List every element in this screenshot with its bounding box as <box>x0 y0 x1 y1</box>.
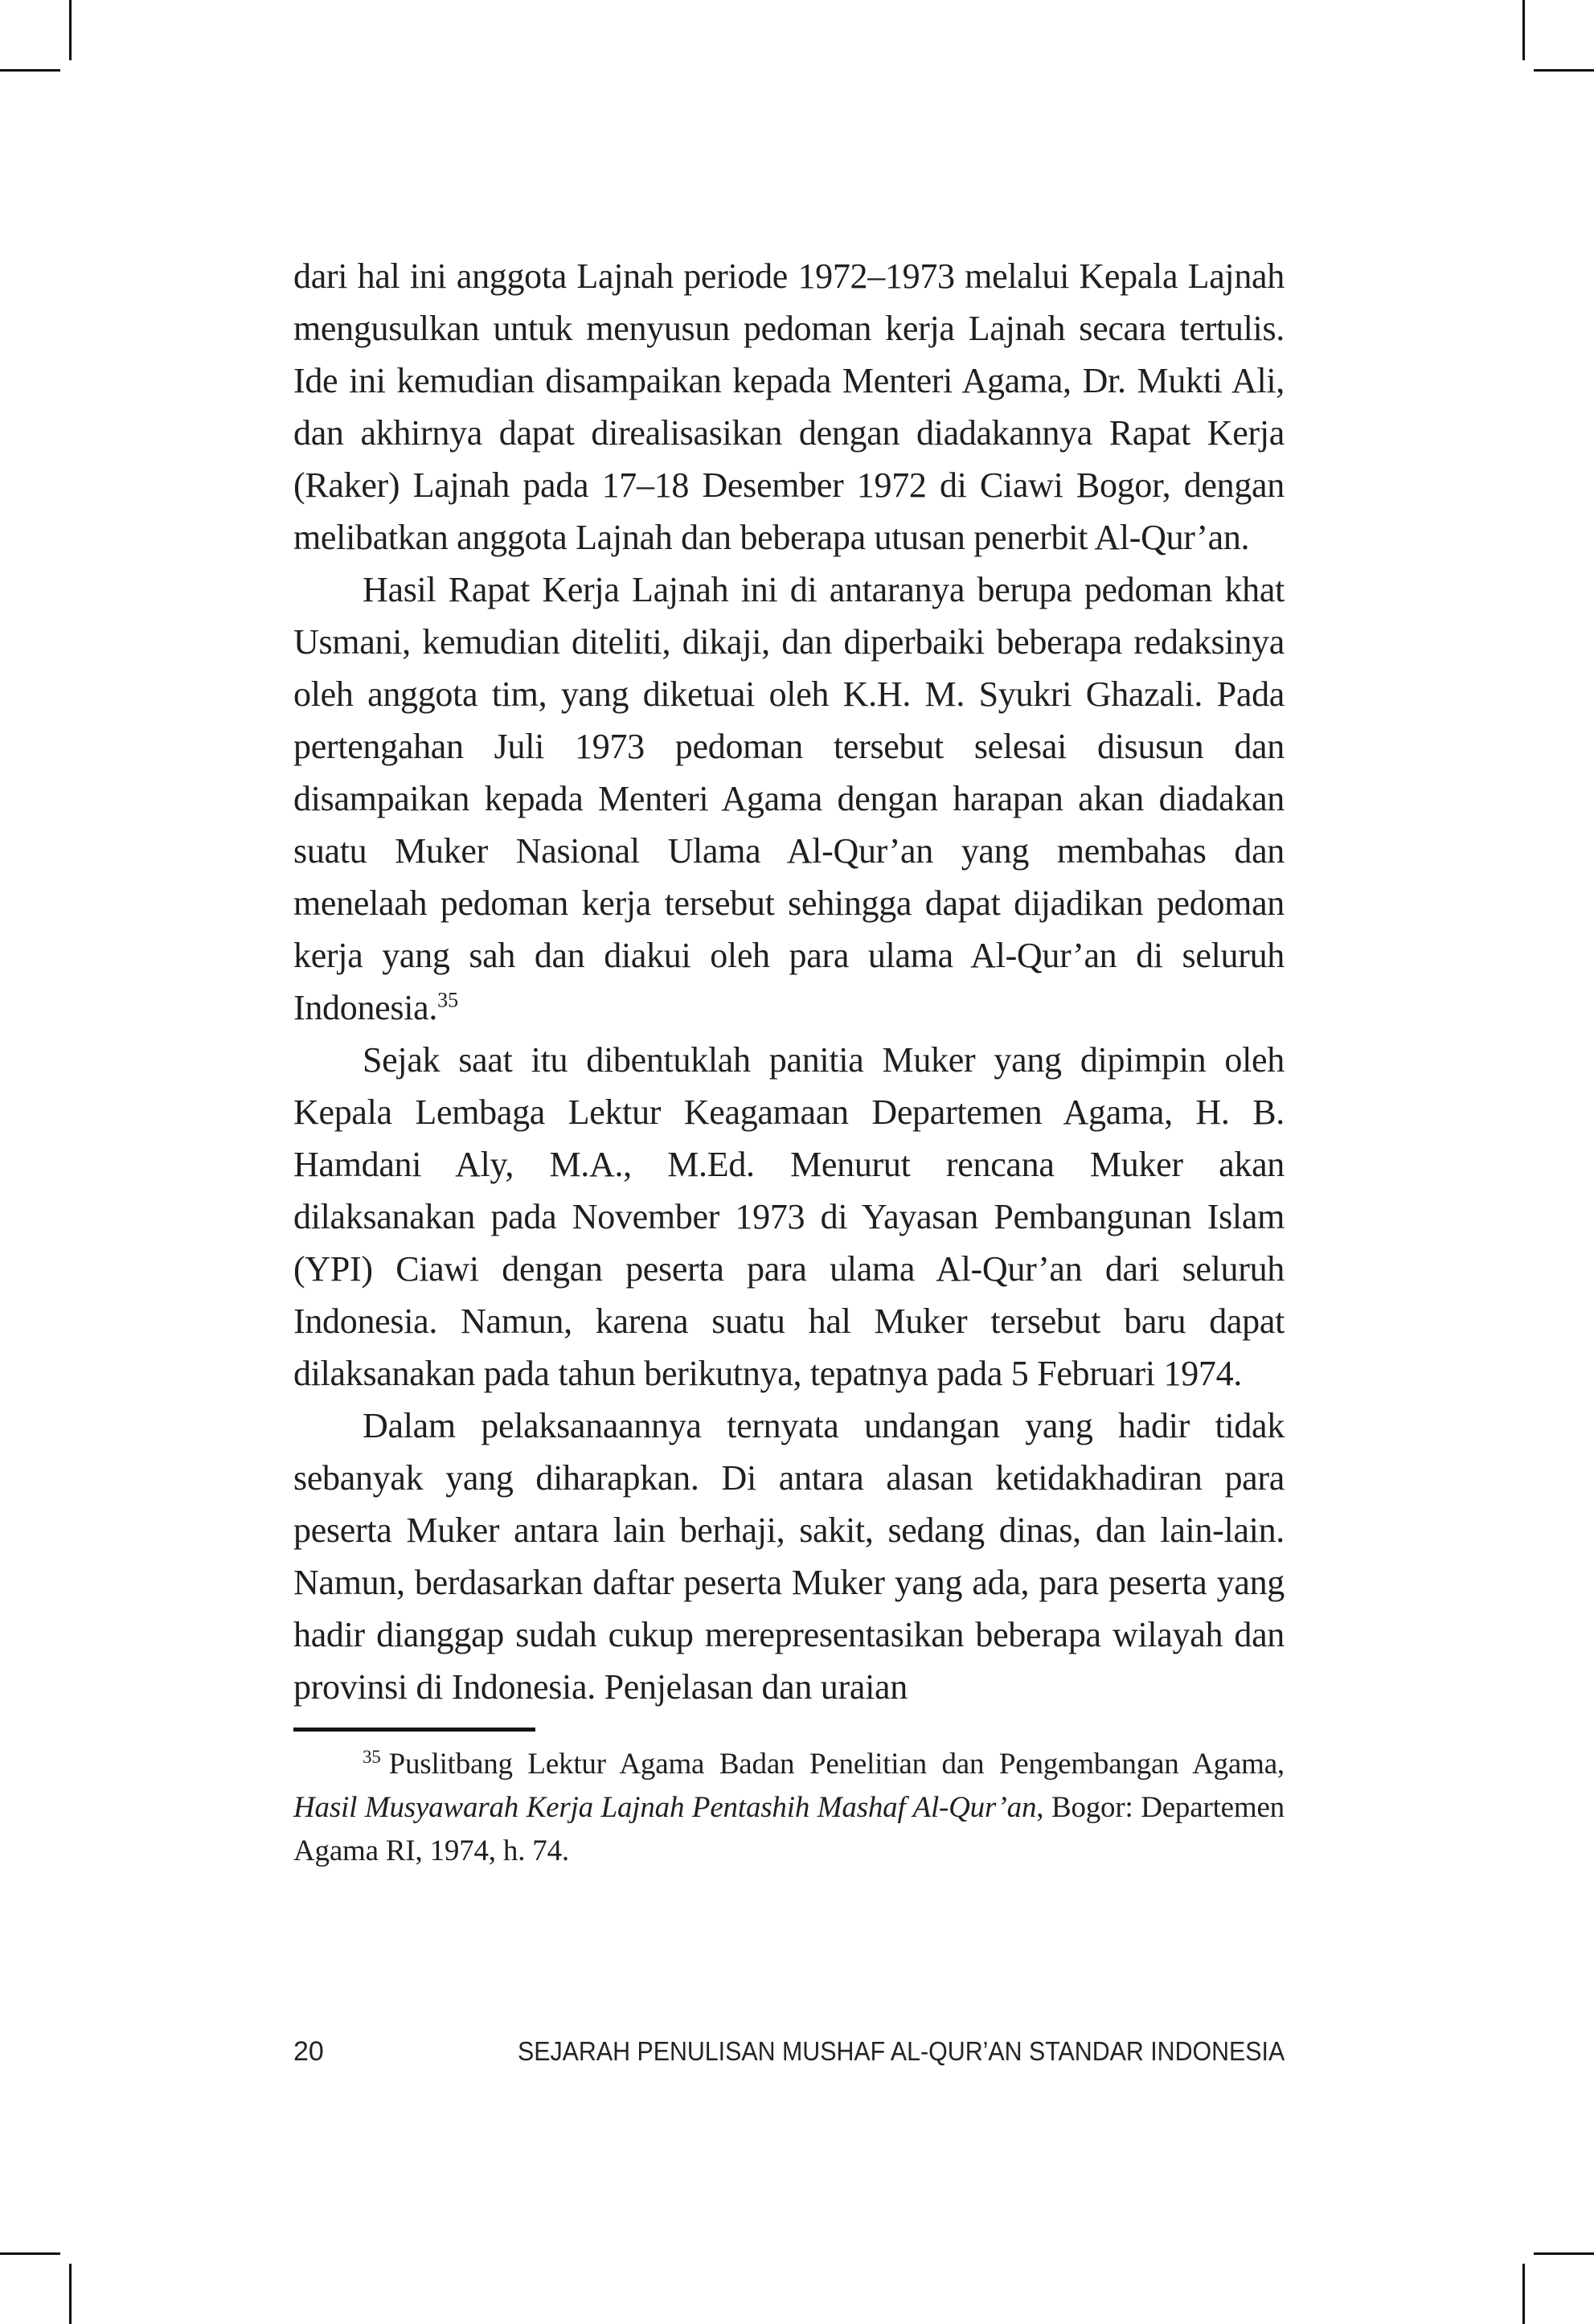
paragraph: Sejak saat itu dibentuklah panitia Muker yang dipimpin oleh Kepala Lembaga Lektur Keagamaan Departemen Agama, H. B. Hamdani Aly, M.A., M.Ed. Menurut rencana Muker akan dilaksanakan pada November 1973 di Yayasan Pembangunan Islam (YPI) Ciawi dengan peserta para ulama Al-Qur’an dari seluruh Indonesia. Namun, karena suatu hal Muker tersebut baru dapat dilaksanakan pada tahun berikutnya, tepatnya pada 5 Februari 1974. <box>293 1040 1285 1393</box>
crop-mark-top-right-horizontal <box>1534 69 1594 72</box>
crop-mark-bottom-left-vertical <box>69 2264 72 2324</box>
footnote-citation-pre: Puslitbang Lektur Agama Badan Penelitian dan Pengembangan Agama, <box>388 1748 1285 1781</box>
footnote-reference: 35 <box>437 988 459 1012</box>
footnote-marker: 35 <box>363 1746 381 1767</box>
footnote-cited-work-title: Hasil Musyawarah Kerja Lajnah Pentashih Mashaf Al-Qur’an <box>293 1791 1037 1824</box>
page-footer <box>293 2037 1285 2066</box>
page-number: 20 <box>293 2036 324 2067</box>
footnote-text <box>293 1743 1285 1873</box>
running-title: SEJARAH PENULISAN MUSHAF AL-QUR’AN STANDAR INDONESIA <box>517 2036 1285 2066</box>
paragraph <box>293 564 1285 1034</box>
crop-mark-bottom-right-horizontal <box>1534 2252 1594 2255</box>
paragraph: Dalam pelaksanaannya ternyata undangan yang hadir tidak sebanyak yang diharapkan. Di antara alasan ketidakhadiran para peserta Muker antara lain berhaji, sakit, sedang dinas, dan lain-lain. Namun, berdasarkan daftar peserta Muker yang ada, para peserta yang hadir dianggap sudah cukup merepresentasikan beberapa wilayah dan provinsi di Indonesia. Penjelasan dan uraian <box>293 1406 1285 1707</box>
crop-mark-top-left-horizontal <box>0 69 60 72</box>
footnote-citation-post: , Bogor: Departemen Agama RI, 1974, h. 74. <box>293 1791 1285 1867</box>
body-text-block <box>293 250 1285 1873</box>
crop-mark-top-left-vertical <box>69 0 72 60</box>
crop-mark-bottom-left-horizontal <box>0 2252 60 2255</box>
paragraph-text: Hasil Rapat Kerja Lajnah ini di antaranya berupa pedoman khat Usmani, kemudian diteliti, dikaji, dan diperbaiki beberapa redaksinya oleh anggota tim, yang diketuai oleh K.H. M. Syukri Ghazali. Pada pertengahan Juli 1973 pedoman tersebut selesai disusun dan disampaikan kepada Menteri Agama dengan harapan akan diadakan suatu Muker Nasional Ulama Al-Qur’an yang membahas dan menelaah pedoman kerja tersebut sehingga dapat dijadikan pedoman kerja yang sah dan diakui oleh para ulama Al-Qur’an di seluruh Indonesia. <box>293 570 1285 1027</box>
footnote-section <box>293 1728 1285 1873</box>
crop-mark-top-right-vertical <box>1522 0 1525 60</box>
paragraph-continuation: dari hal ini anggota Lajnah periode 1972–1973 melalui Kepala Lajnah mengusulkan untuk menyusun pedoman kerja Lajnah secara tertulis. Ide ini kemudian disampaikan kepada Menteri Agama, Dr. Mukti Ali, dan akhirnya dapat direalisasikan dengan diadakannya Rapat Kerja (Raker) Lajnah pada 17–18 Desember 1972 di Ciawi Bogor, dengan melibatkan anggota Lajnah dan beberapa utusan penerbit Al-Qur’an. <box>293 256 1285 557</box>
crop-mark-bottom-right-vertical <box>1522 2264 1525 2324</box>
footnote-separator-rule <box>293 1728 535 1732</box>
